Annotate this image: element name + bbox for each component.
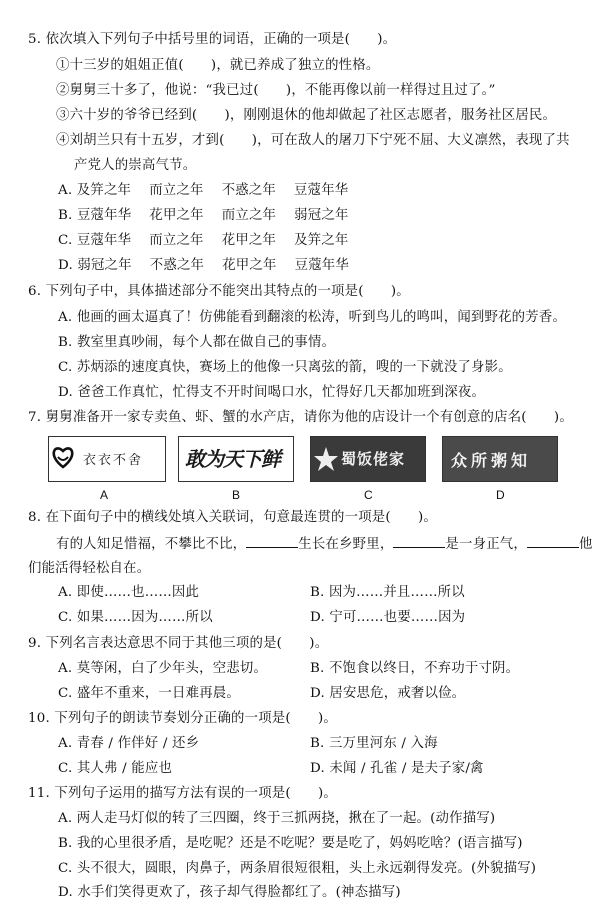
- q8-passage-line-2: 们能活得轻松自在。: [28, 561, 151, 576]
- q8-stem: 8. 在下面句子中的横线处填入关联词，句意最连贯的一项是( )。: [28, 510, 438, 525]
- q9-option-c[interactable]: C. 盛年不重来，一日难再晨。: [58, 686, 240, 701]
- q8-passage-part-2: 生长在乡野里，: [298, 537, 394, 552]
- q7-logo-d-text: 众所粥知: [451, 451, 532, 470]
- q10-stem: 10. 下列句子的朗读节奏划分正确的一项是( )。: [28, 711, 338, 726]
- q10-option-b[interactable]: B. 三万里河东 / 入海: [310, 736, 438, 751]
- q8-blank-1[interactable]: [246, 535, 298, 548]
- q6-option-d[interactable]: D. 爸爸工作真忙，忙得支不开时间喝口水，忙得好几天都加班到深夜。: [58, 385, 486, 400]
- q5-option-c[interactable]: C. 豆蔻年华 而立之年 花甲之年 及笄之年: [58, 233, 349, 248]
- q6-option-a[interactable]: A. 他画的画太逼真了！仿佛能看到翻滚的松涛，听到鸟儿的鸣叫，闻到野花的芳香。: [58, 310, 567, 325]
- q10-option-a[interactable]: A. 青春 / 作伴好 / 还乡: [58, 736, 200, 751]
- q5-item-4-cont: 产党人的崇高气节。: [74, 158, 197, 173]
- q7-logo-c-label: C: [364, 488, 373, 502]
- q6-option-c[interactable]: C. 苏炳添的速度真快，赛场上的他像一只离弦的箭，嗖的一下就没了身影。: [58, 360, 512, 375]
- q7-logo-row: [48, 436, 568, 482]
- q9-stem: 9. 下列名言表达意思不同于其他三项的是( )。: [28, 636, 329, 651]
- q9-option-a[interactable]: A. 莫等闲，白了少年头，空悲切。: [58, 661, 268, 676]
- q10-option-d[interactable]: D. 未闻 / 孔雀 / 是夫子家/禽: [310, 761, 484, 776]
- q8-passage-part-3: 是一身正气，: [445, 537, 527, 552]
- q5-option-d[interactable]: D. 弱冠之年 不惑之年 花甲之年 豆蔻年华: [58, 258, 349, 273]
- q5-stem: 5. 依次填入下列句子中括号里的词语，正确的一项是( )。: [28, 32, 397, 47]
- q8-passage-part-1: 有的人知足惜福，不攀比不比，: [56, 537, 247, 552]
- q7-logo-b-label: B: [232, 488, 241, 502]
- q5-item-3: ③六十岁的爷爷已经到( )，刚刚退休的他却做起了社区志愿者，服务社区居民。: [56, 108, 557, 123]
- q9-option-b[interactable]: B. 不饱食以终日，不弃功于寸阴。: [310, 661, 520, 676]
- q11-option-b[interactable]: B. 我的心里很矛盾，是吃呢？还是不吃呢？要是吃了，妈妈吃啥？(语言描写): [58, 836, 523, 851]
- q7-logo-b[interactable]: [178, 436, 294, 482]
- q8-option-c[interactable]: C. 如果……因为……所以: [58, 610, 213, 625]
- q9-option-d[interactable]: D. 居安思危，戒奢以俭。: [310, 686, 466, 701]
- q7-logo-c[interactable]: [310, 436, 426, 482]
- q7-logo-d[interactable]: [442, 436, 558, 482]
- q8-passage-part-4: 他: [578, 537, 593, 552]
- q6-stem: 6. 下列句子中，具体描述部分不能突出其特点的一项是( )。: [28, 284, 410, 299]
- q10-option-c[interactable]: C. 其人弗 / 能应也: [58, 761, 173, 776]
- q8-option-b[interactable]: B. 因为……并且……所以: [310, 585, 465, 600]
- q7-logo-a[interactable]: [48, 436, 166, 482]
- q8-option-a[interactable]: A. 即使……也……因此: [58, 585, 200, 600]
- q7-stem: 7. 舅舅准备开一家专卖鱼、虾、蟹的水产店，请你为他的店设计一个有创意的店名( )。: [28, 410, 573, 425]
- q5-item-2: ②舅舅三十多了，他说：“我已过( )，不能再像以前一样得过且过了。”: [56, 83, 496, 98]
- q8-blank-2[interactable]: [393, 535, 445, 548]
- q5-option-a[interactable]: A. 及笄之年 而立之年 不惑之年 豆蔻年华: [58, 183, 349, 198]
- q6-option-b[interactable]: B. 教室里真吵闹，每个人都在做自己的事情。: [58, 335, 336, 350]
- q8-passage: [56, 535, 593, 554]
- star-icon: [313, 437, 339, 481]
- q11-option-d[interactable]: D. 水手们笑得更欢了，孩子却气得脸都红了。(神态描写): [58, 885, 401, 900]
- q7-logo-a-label: A: [100, 488, 109, 502]
- q5-option-b[interactable]: B. 豆蔻年华 花甲之年 而立之年 弱冠之年: [58, 208, 349, 223]
- q11-stem: 11. 下列句子运用的描写方法有误的一项是( )。: [28, 786, 338, 801]
- q8-option-d[interactable]: D. 宁可……也要……因为: [310, 610, 466, 625]
- q7-logo-a-text: 衣衣不舍: [83, 453, 144, 468]
- q11-option-c[interactable]: C. 头不很大，圆眼，肉鼻子，两条眉很短很粗，头上永远剃得发亮。(外貌描写): [58, 861, 537, 876]
- q7-logo-d-label: D: [496, 488, 505, 502]
- q11-option-a[interactable]: A. 两人走马灯似的转了三四圈，终于三抓两挠，揪在了一起。(动作描写): [58, 811, 496, 826]
- q5-item-1: ①十三岁的姐姐正值( )，就已养成了独立的性格。: [56, 58, 380, 73]
- q5-item-4: ④刘胡兰只有十五岁，才到( )，可在敌人的屠刀下宁死不屈、大义凛然，表现了共: [56, 133, 570, 148]
- q7-logo-c-text: 蜀饭佬家: [341, 450, 406, 468]
- q8-blank-3[interactable]: [527, 535, 579, 548]
- q7-logo-b-text: 敢为天下鲜: [185, 447, 280, 471]
